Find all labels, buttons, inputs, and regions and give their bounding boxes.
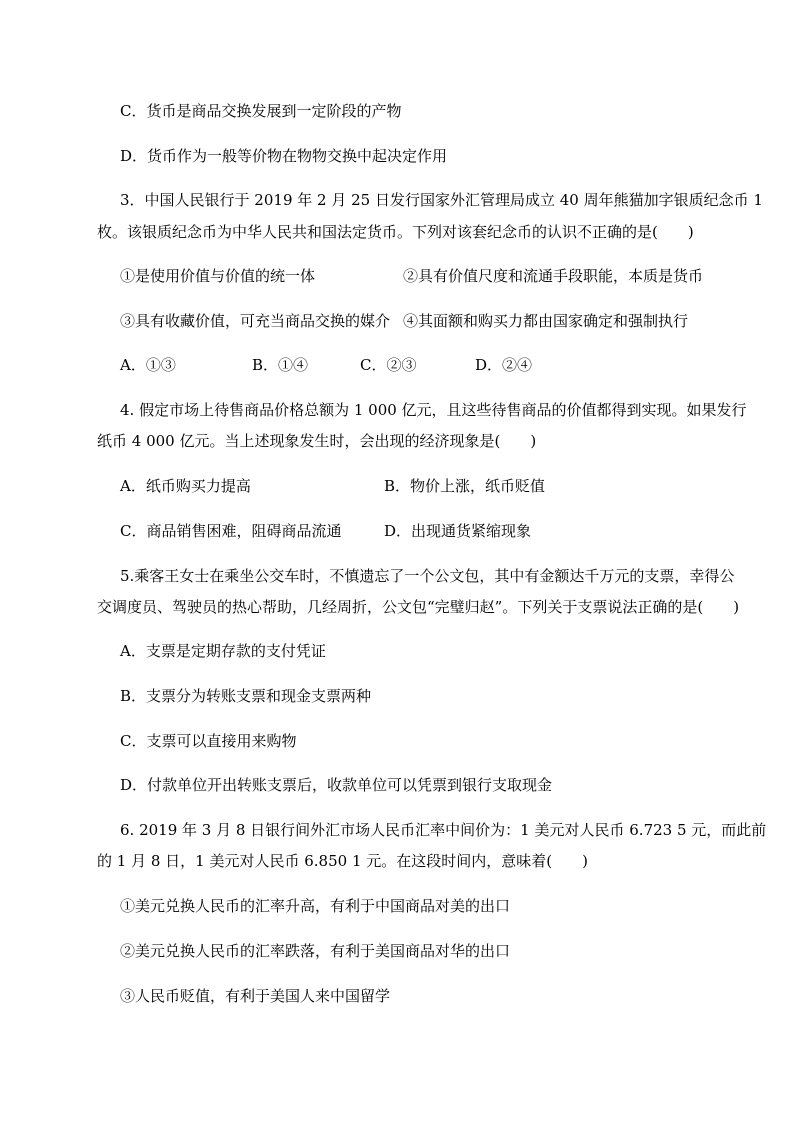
q3-statement-4: ④其面额和购买力都由国家确定和强制执行 [403, 312, 689, 330]
q5-option-c: C．支票可以直接用来购物 [120, 732, 297, 750]
q5-option-d: D．付款单位开出转账支票后，收款单位可以凭票到银行支取现金 [120, 776, 553, 794]
q6-statement-1: ①美元兑换人民币的汇率升高，有利于中国商品对美的出口 [120, 897, 511, 915]
q3-option-c: C．②③ [360, 356, 417, 374]
q3-statement-3: ③具有收藏价值，可充当商品交换的媒介 [120, 312, 391, 330]
q6-statement-3: ③人民币贬值，有利于美国人来中国留学 [120, 987, 391, 1005]
q5-option-a: A．支票是定期存款的支付凭证 [120, 642, 326, 660]
q3-stem-line1: 3．中国人民银行于 2019 年 2 月 25 日发行国家外汇管理局成立 40 周年熊猫加字银质纪念币 1 [120, 191, 763, 209]
q5-stem-line1: 5.乘客王女士在乘坐公交车时，不慎遗忘了一个公文包，其中有金额达千万元的支票，幸得公 [120, 567, 735, 585]
q2-option-d: D．货币作为一般等价物在物物交换中起决定作用 [120, 147, 448, 165]
q4-option-a: A．纸币购买力提高 [120, 477, 251, 495]
q3-option-b: B．①④ [252, 356, 309, 374]
q6-stem-line2: 的 1 月 8 日，1 美元对人民币 6.850 1 元。在这段时间内，意味着( ) [97, 852, 588, 870]
q2-option-c: C．货币是商品交换发展到一定阶段的产物 [120, 102, 402, 120]
q3-statement-2: ②具有价值尺度和流通手段职能，本质是货币 [403, 267, 704, 285]
q4-option-d: D．出现通货紧缩现象 [384, 522, 532, 540]
q6-statement-2: ②美元兑换人民币的汇率跌落，有利于美国商品对华的出口 [120, 942, 511, 960]
q5-stem-line2: 交调度员、驾驶员的热心帮助，几经周折，公文包“完璧归赵”。下列关于支票说法正确的是( ) [97, 598, 740, 616]
q6-stem-line1: 6. 2019 年 3 月 8 日银行间外汇市场人民币汇率中间价为：1 美元对人民币 6.723 5 元，而此前 [120, 821, 767, 839]
q3-option-d: D．②④ [475, 356, 533, 374]
q4-option-c: C．商品销售困难，阻碍商品流通 [120, 522, 342, 540]
q4-stem-line2: 纸币 4 000 亿元。当上述现象发生时，会出现的经济现象是( ) [97, 432, 537, 450]
q4-stem-line1: 4. 假定市场上待售商品价格总额为 1 000 亿元，且这些待售商品的价值都得到实现。如果发行 [120, 401, 747, 419]
q5-option-b: B．支票分为转账支票和现金支票两种 [120, 687, 372, 705]
q3-stem-line2: 枚。该银质纪念币为中华人民共和国法定货币。下列对该套纪念币的认识不正确的是( ) [97, 223, 694, 241]
q3-statement-1: ①是使用价值与价值的统一体 [120, 267, 316, 285]
q4-option-b: B．物价上涨，纸币贬值 [384, 477, 546, 495]
q3-option-a: A．①③ [120, 356, 176, 374]
